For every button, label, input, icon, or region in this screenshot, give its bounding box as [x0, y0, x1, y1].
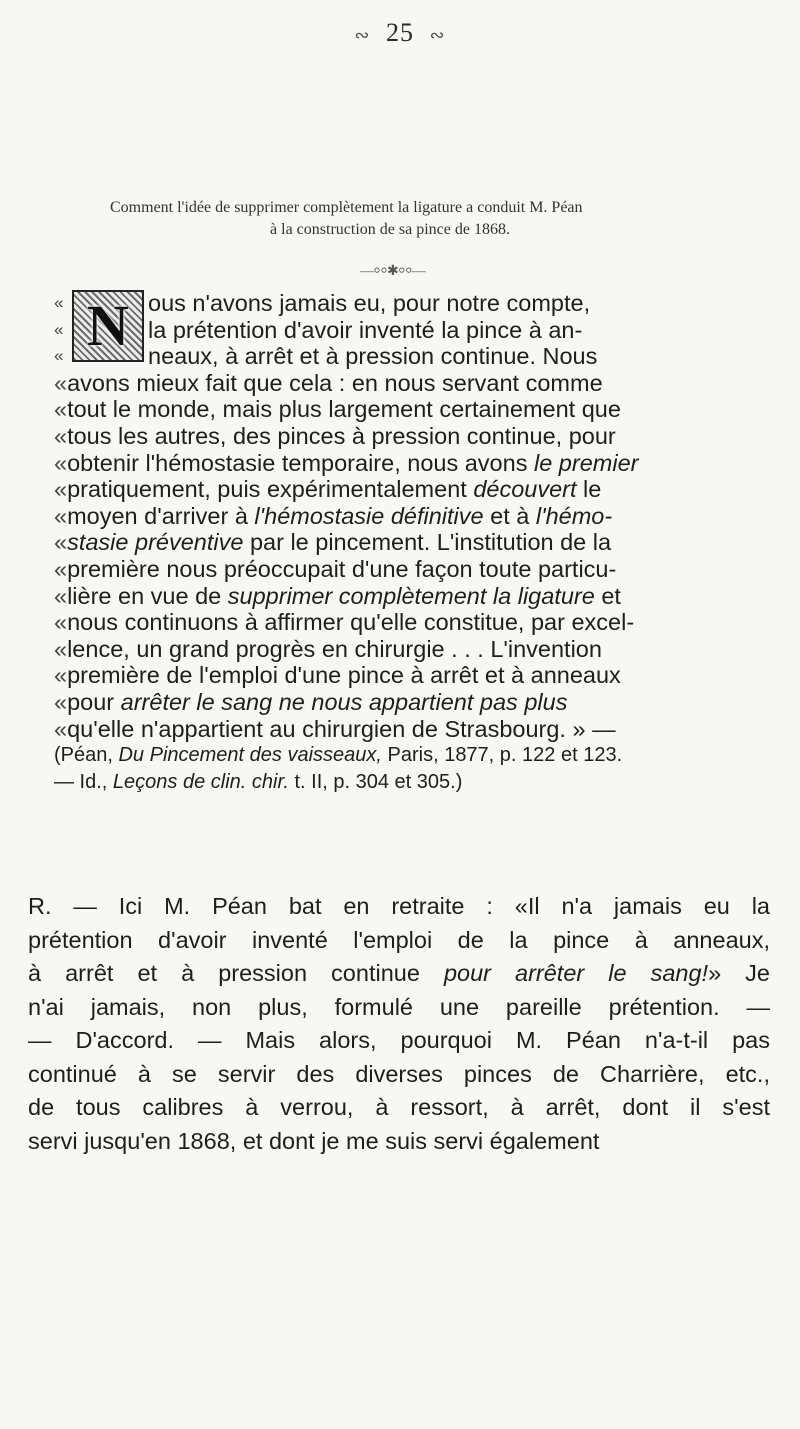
ornament-right-icon: ∾ [429, 24, 446, 45]
quote-marks: « « « [54, 293, 64, 366]
drop-cap-ornament [72, 290, 144, 362]
reply-line: servi jusqu'en 1868, et dont je me suis servi également [28, 1127, 600, 1154]
ornamental-divider-icon: —⸰⸰✱⸰⸰— [360, 264, 425, 279]
quote-line: «tous les autres, des pinces à pression continue, pour [54, 422, 616, 449]
quote-line: «stasie préventive par le pincement. L'institution de la [54, 529, 612, 556]
quote-line: «lière en vue de supprimer complètement la ligature et [54, 582, 621, 609]
reply-line: continué à se servir des diverses pinces de Charrière, etc., [28, 1060, 770, 1087]
reply-line: à arrêt et à pression continue pour arrêter le sang!» Je [28, 960, 771, 986]
page-header [0, 18, 800, 48]
caption-line-2: à la construction de sa pince de 1868. [270, 221, 510, 238]
quote-line: ous n'avons jamais eu, pour notre compte, [148, 290, 591, 316]
reply-line: — D'accord. — Mais alors, pourquoi M. Péan n'a-t-il pas [28, 1027, 770, 1053]
quote-line: la prétention d'avoir inventé la pince à an- [148, 316, 583, 343]
quotation-block [54, 290, 769, 795]
section-caption [110, 197, 750, 241]
quote-line: neaux, à arrêt et à pression continue. Nous [148, 343, 598, 370]
quote-line: «première nous préoccupait d'une façon toute particu- [54, 555, 617, 582]
reply-line: n'ai jamais, non plus, formulé une pareille prétention. — [28, 993, 770, 1020]
drop-cap [54, 290, 146, 366]
quote-line: «qu'elle n'appartient au chirurgien de Strasbourg. » — [54, 715, 616, 742]
reply-paragraph [28, 890, 770, 1158]
page-number: 25 [386, 18, 414, 47]
reply-line: R. — Ici M. Péan bat en retraite : «Il n'a jamais eu la [28, 893, 770, 919]
source-citation: (Péan, Du Pincement des vaisseaux, Paris, 1877, p. 122 et 123. [54, 744, 623, 767]
quote-line: «nous continuons à affirmer qu'elle constitue, par excel- [54, 609, 635, 636]
quote-line: «moyen d'arriver à l'hémostasie définitive et à l'hémo- [54, 502, 613, 529]
ornament-left-icon: ∾ [354, 24, 371, 45]
quote-line: «tout le monde, mais plus largement certainement que [54, 396, 621, 423]
quote-line: «avons mieux fait que cela : en nous servant comme [54, 369, 603, 396]
reply-line: de tous calibres à verrou, à ressort, à arrêt, dont il s'est [28, 1094, 770, 1120]
quote-line: «lence, un grand progrès en chirurgie . . . L'invention [54, 635, 602, 662]
quote-line: «première de l'emploi d'une pince à arrêt et à anneaux [54, 662, 621, 689]
caption-line-1: Comment l'idée de supprimer complètement la ligature a conduit M. Péan [110, 199, 583, 216]
reply-line: prétention d'avoir inventé l'emploi de la pince à anneaux, [28, 926, 770, 953]
quote-line: «obtenir l'hémostasie temporaire, nous avons le premier [54, 449, 639, 476]
quote-line: «pour arrêter le sang ne nous appartient pas plus [54, 688, 568, 715]
source-citation: — Id., Leçons de clin. chir. t. II, p. 304 et 305.) [54, 770, 463, 793]
drop-cap-letter: N [87, 292, 129, 358]
quote-line: «pratiquement, puis expérimentalement découvert le [54, 476, 602, 503]
